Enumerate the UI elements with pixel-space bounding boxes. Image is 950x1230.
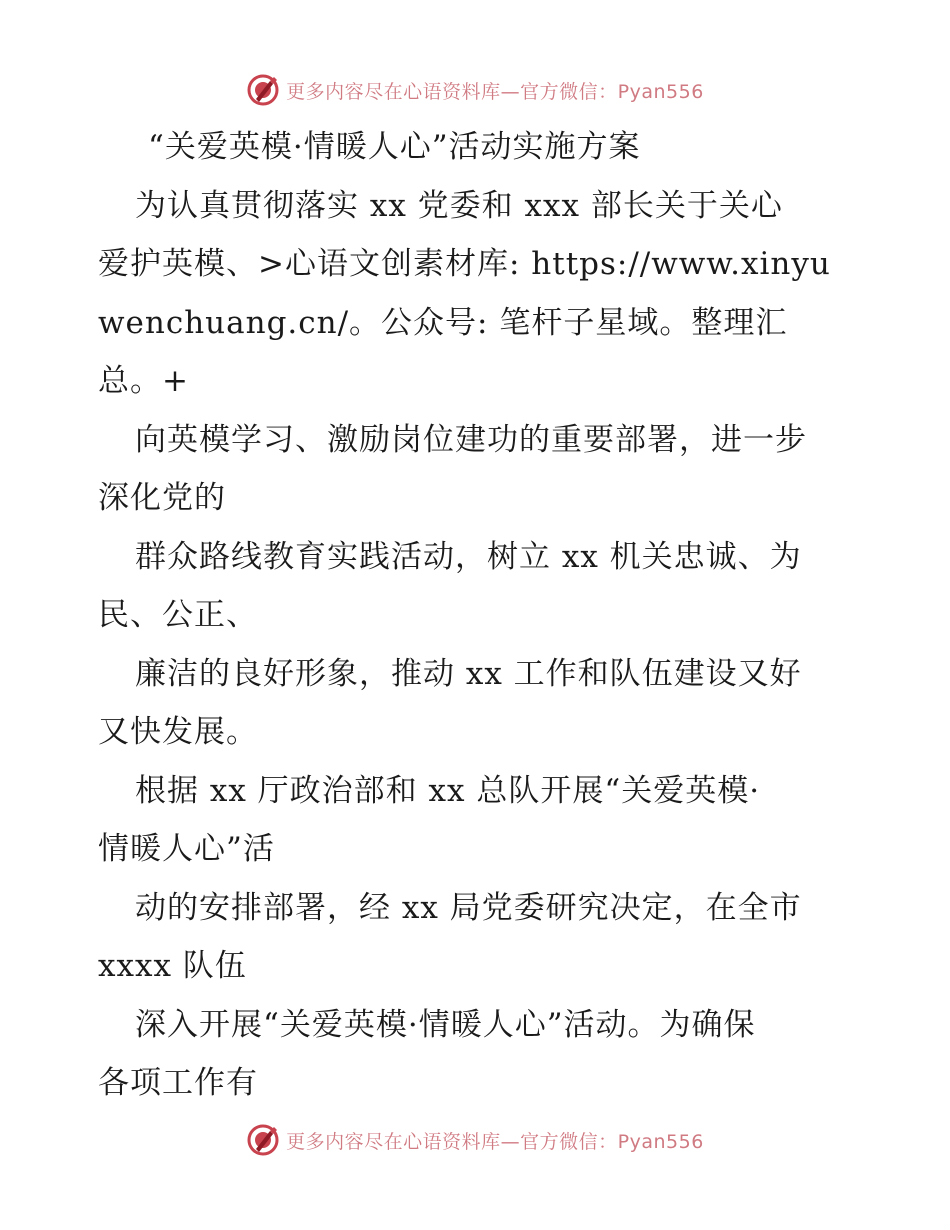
footer-watermark-inner [246,1123,704,1157]
watermark-text: 更多内容尽在心语资料库—官方微信：Pyan556 [286,1130,704,1153]
paragraph-line: 向英模学习、激励岗位建功的重要部署，进一步 [135,421,807,458]
paragraph-line: 深入开展“关爱英模·情暖人心”活动。为确保 [135,1006,756,1043]
paragraph-line: 为认真贯彻落实 xx 党委和 xxx 部长关于关心 [135,187,783,224]
paragraph-line: 深化党的 [98,480,226,516]
pen-logo-icon [246,1123,280,1157]
paragraph-line: xxxx 队伍 [98,948,247,984]
document-body [98,118,858,1113]
paragraph-line: 群众路线教育实践活动，树立 xx 机关忠诚、为 [135,538,802,575]
paragraph-line: 廉洁的良好形象，推动 xx 工作和队伍建设又好 [135,655,802,692]
paragraph-line: wenchuang.cn/。公众号: 笔杆子星域。整理汇 [98,304,788,341]
paragraph-line: 民、公正、 [98,597,258,633]
header-watermark [0,70,950,110]
header-watermark-inner [246,73,704,107]
pen-logo-icon [246,73,280,107]
paragraph-line: 根据 xx 厅政治部和 xx 总队开展“关爱英模· [135,772,761,809]
paragraph-line: 爱护英模、>心语文创素材库: https://www.xinyu [98,246,831,282]
paragraph-line: 又快发展。 [98,714,258,750]
paragraph-line: 各项工作有 [98,1065,258,1101]
paragraph-line: 动的安排部署，经 xx 局党委研究决定，在全市 [135,889,802,926]
paragraph-line: 情暖人心”活 [98,831,275,867]
watermark-text: 更多内容尽在心语资料库—官方微信：Pyan556 [286,80,704,103]
footer-watermark [0,1120,950,1160]
document-title: “关爱英模·情暖人心”活动实施方案 [148,129,641,165]
paragraph-line: 总。+ [98,363,189,399]
